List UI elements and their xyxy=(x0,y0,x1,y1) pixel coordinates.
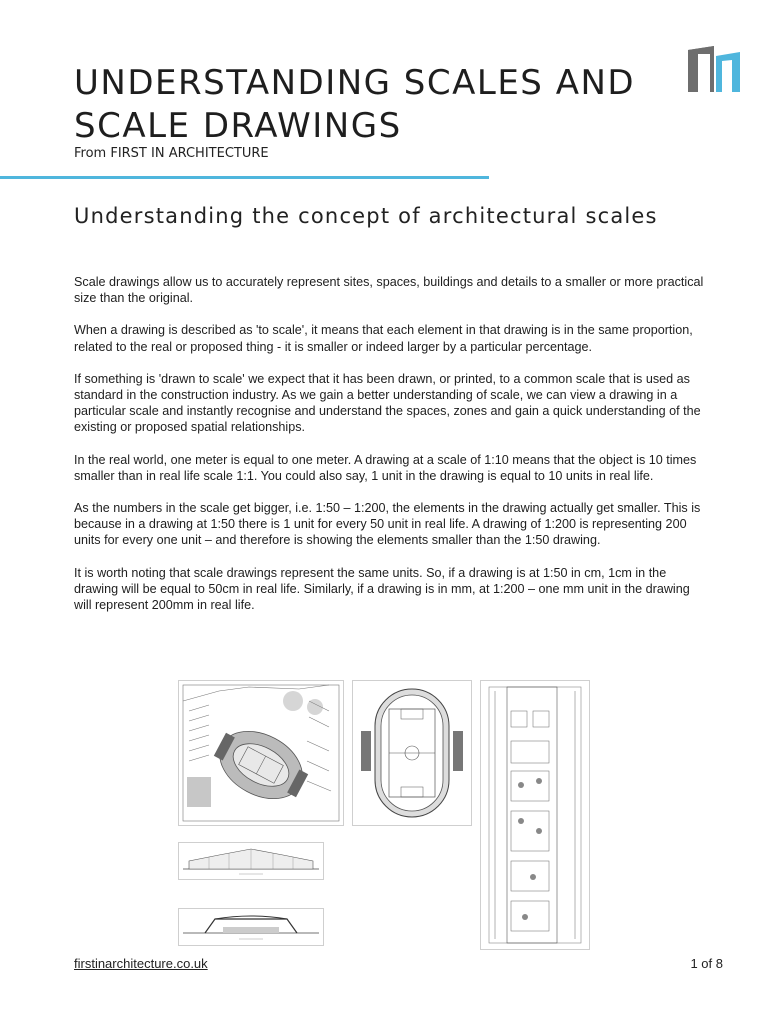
paragraph: If something is 'drawn to scale' we expect that it has been drawn, or printed, to a common scale that is used as standard in the construction industry. As we gain a better understanding of scale, we can view a drawing in a particular scale and instantly recognise and understand the spaces, zones and gain a quick understanding of the existing or proposed spatial relationships. xyxy=(74,371,701,435)
paragraph: Scale drawings allow us to accurately represent sites, spaces, buildings and details to a smaller or more practical size than the original. xyxy=(74,275,704,306)
title-line-1: UNDERSTANDING SCALES AND xyxy=(74,63,636,103)
paragraph: When a drawing is described as 'to scale', it means that each element in that drawing is in the same proportion, related to the real or proposed thing - it is smaller or indeed larger by a particular percentage. xyxy=(74,323,693,354)
paragraph: It is worth noting that scale drawings represent the same units. So, if a drawing is at 1:50 in cm, 1cm in the drawing will be equal to 50cm in real life. Similarly, if a drawing is in mm, at 1:200 – one mm unit in the drawing will represent 200mm in real life. xyxy=(74,565,690,613)
stadium-plan-drawing xyxy=(352,680,472,826)
page-number: 1 of 8 xyxy=(690,956,723,971)
site-plan-drawing xyxy=(178,680,344,826)
building-floor-plan-drawing xyxy=(480,680,590,950)
architectural-drawings-figure xyxy=(174,676,594,948)
body-text xyxy=(74,274,704,629)
paragraph: In the real world, one meter is equal to one meter. A drawing at a scale of 1:10 means that the object is 10 times smaller than in real life scale 1:1. You could also say, 1 unit in the drawing is equal to 10 units in real life. xyxy=(74,452,697,483)
document-title xyxy=(74,62,674,148)
section-drawing xyxy=(178,908,324,946)
header-divider xyxy=(0,176,489,179)
first-in-architecture-logo-icon xyxy=(684,42,742,96)
paragraph: As the numbers in the scale get bigger, i.e. 1:50 – 1:200, the elements in the drawing actually get smaller. This is because in a drawing at 1:50 there is 1 unit for every 50 unit in real life. A drawing of 1:200 is representing 200 units for every one unit – and therefore is showing the elements smaller than the 1:50 drawing. xyxy=(74,501,701,548)
section-heading: Understanding the concept of architectural scales xyxy=(74,204,658,228)
document-subtitle: From FIRST IN ARCHITECTURE xyxy=(74,146,269,161)
title-line-2: SCALE DRAWINGS xyxy=(74,106,402,146)
website-link[interactable]: firstinarchitecture.co.uk xyxy=(74,956,208,971)
front-elevation-drawing xyxy=(178,842,324,880)
